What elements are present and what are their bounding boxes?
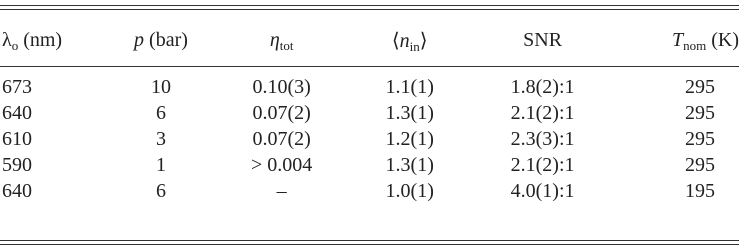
cell-wavelength: 610: [2, 128, 32, 150]
cell-wavelength: 640: [2, 102, 32, 124]
top-rule-2: [0, 9, 739, 10]
cell-snr: 1.8(2):1: [510, 76, 575, 98]
cell-temperature: 295: [685, 102, 715, 124]
table-row: [0, 152, 739, 178]
cell-efficiency: 0.07(2): [252, 128, 311, 150]
cell-wavelength: 590: [2, 154, 32, 176]
header-temperature: $T_{nom}$ (K): [671, 28, 739, 53]
cell-snr: 4.0(1):1: [510, 180, 575, 202]
header-snr: SNR: [523, 28, 563, 51]
cell-wavelength: 673: [2, 76, 32, 98]
cell-photon-number: 1.0(1): [385, 180, 434, 202]
cell-snr: 2.1(2):1: [510, 154, 575, 176]
bottom-rule-1: [0, 240, 739, 241]
cell-temperature: 195: [685, 180, 715, 202]
table-row: [0, 178, 739, 204]
table-body: [0, 62, 739, 204]
cell-photon-number: 1.2(1): [385, 128, 434, 150]
table-row: [0, 62, 739, 100]
cell-photon-number: 1.1(1): [385, 76, 434, 98]
cell-efficiency: –: [276, 180, 287, 202]
header-rule: [0, 66, 739, 67]
top-rule-1: [0, 5, 739, 6]
cell-pressure: 6: [155, 180, 166, 202]
cell-temperature: 295: [685, 154, 715, 176]
table-row: [0, 100, 739, 126]
cell-temperature: 295: [685, 76, 715, 98]
cell-pressure: 10: [150, 76, 171, 98]
cell-pressure: 3: [155, 128, 166, 150]
cell-pressure: 1: [155, 154, 166, 176]
cell-snr: 2.1(2):1: [510, 102, 575, 124]
cell-efficiency: 0.07(2): [252, 102, 311, 124]
cell-efficiency: 0.10(3): [252, 76, 311, 98]
cell-wavelength: 640: [2, 180, 32, 202]
cell-photon-number: 1.3(1): [385, 102, 434, 124]
cell-pressure: 6: [155, 102, 166, 124]
header-wavelength: $\lambda_o$ (nm): [2, 28, 63, 53]
cell-temperature: 295: [685, 128, 715, 150]
header-efficiency: $\eta_{tot}$: [269, 28, 294, 53]
header-pressure: p (bar): [134, 28, 188, 51]
bottom-rule-2: [0, 244, 739, 245]
header-photon-number: $⟨n_{in}⟩$: [391, 29, 428, 54]
cell-efficiency: > 0.004: [251, 154, 313, 176]
header-row: [0, 18, 739, 62]
results-table: [0, 18, 739, 204]
table-row: [0, 126, 739, 152]
cell-snr: 2.3(3):1: [510, 128, 575, 150]
cell-photon-number: 1.3(1): [385, 154, 434, 176]
